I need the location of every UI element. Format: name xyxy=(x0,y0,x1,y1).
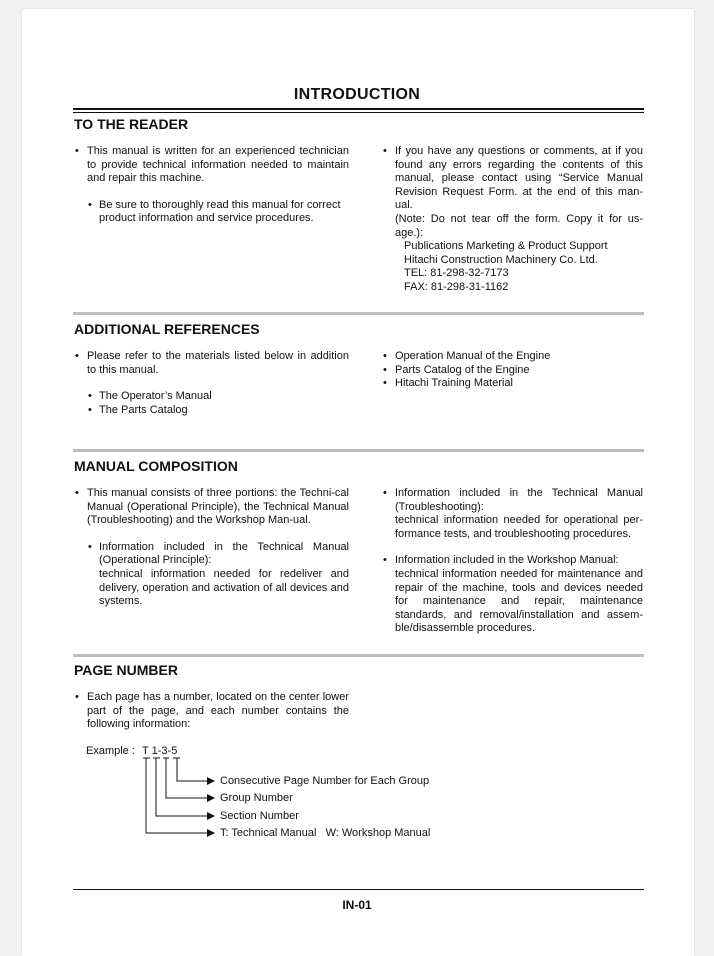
refs-list-item: • The Parts Catalog xyxy=(88,403,188,416)
composition-paragraph-1: • This manual consists of three portions: the Techni-cal Manual (Operational Principle), the Technical Manual (Troubleshooting) and the Workshop Man-ual. xyxy=(75,487,349,527)
bullet-icon: • xyxy=(383,350,387,362)
label-manual-type: T: Technical Manual W: Workshop Manual xyxy=(220,827,431,839)
arrow-consecutive-page xyxy=(177,758,214,781)
composition-paragraph-2: • Information included in the Technical Manual (Operational Principle): technical information needed for redeliver and delivery, operation and activation of all devices and systems. xyxy=(88,540,349,608)
example-label: Example : xyxy=(86,745,135,757)
arrow-section-number xyxy=(156,758,214,816)
label-group-number: Group Number xyxy=(220,792,293,804)
bullet-icon: • xyxy=(88,198,92,211)
refs-paragraph-1: • Please refer to the materials listed below in addition to this manual. xyxy=(75,350,349,376)
bullet-icon: • xyxy=(383,487,387,499)
section-heading-page-number: PAGE NUMBER xyxy=(74,662,178,678)
section-heading-to-the-reader: TO THE READER xyxy=(74,116,189,132)
example-part-section: 1 xyxy=(151,745,158,757)
example-part-page: 5 xyxy=(171,745,178,757)
reader-paragraph-2: • Be sure to thoroughly read this manual for correct product information and service procedures. xyxy=(88,198,341,225)
arrow-group-number xyxy=(166,758,214,798)
reader-note: (Note: Do not tear off the form. Copy it for us-age.): xyxy=(395,212,643,239)
bullet-icon: • xyxy=(383,554,387,567)
composition-paragraph-3: • Information included in the Technical Manual (Troubleshooting): technical information needed for operational per-formance tests, and troubleshooting procedures. xyxy=(383,487,643,540)
footer-page-id: IN-01 xyxy=(342,898,372,912)
bullet-icon: • xyxy=(383,145,387,157)
bullet-icon: • xyxy=(383,363,387,376)
example-separator: - xyxy=(157,745,162,757)
composition-paragraph-4: • Information included in the Workshop Manual: technical information needed for maintenance and repair of the machine, tools and devices needed for maintenance and repair, maintenance standards, and removal/installation and assem-ble/disassemble procedures. xyxy=(383,554,643,635)
reader-contact-paragraph: • If you have any questions or comments, at if you found any errors regarding the contents of this manual, please contact using “Service Manual Revision Request Form. at the end of this man-ual. xyxy=(383,145,643,212)
section-heading-manual-composition: MANUAL COMPOSITION xyxy=(74,458,238,474)
refs-list-item: • Parts Catalog of the Engine xyxy=(383,363,530,376)
label-consecutive-page-number: Consecutive Page Number for Each Group xyxy=(220,775,430,787)
bullet-icon: • xyxy=(383,377,387,390)
contact-line: FAX: 81-298-31-1162 xyxy=(404,280,509,293)
example-separator: - xyxy=(167,745,172,757)
bullet-icon: • xyxy=(88,540,92,553)
contact-line: TEL: 81-298-32-7173 xyxy=(404,267,509,280)
bullet-icon: • xyxy=(75,487,79,499)
bullet-icon: • xyxy=(88,403,92,416)
contact-line: Hitachi Construction Machinery Co. Ltd. xyxy=(404,253,598,266)
section-heading-additional-references: ADDITIONAL REFERENCES xyxy=(74,321,260,337)
label-section-number: Section Number xyxy=(220,810,299,822)
bullet-icon: • xyxy=(88,390,92,403)
page-title: INTRODUCTION xyxy=(293,86,421,103)
reader-paragraph-1: • This manual is written for an experienced technician to provide technical information needed to maintain and repair this machine. xyxy=(75,145,349,185)
bullet-icon: • xyxy=(75,145,79,157)
refs-list-item: • The Operator’s Manual xyxy=(88,390,212,403)
example-part-t: T xyxy=(142,745,149,757)
refs-list-item: • Operation Manual of the Engine xyxy=(383,350,551,362)
bullet-icon: • xyxy=(75,691,79,703)
contact-line: Publications Marketing & Product Support xyxy=(404,240,608,253)
bullet-icon: • xyxy=(75,350,79,362)
page-number-paragraph: • Each page has a number, located on the center lower part of the page, and each number contains the following information: xyxy=(75,691,349,731)
refs-list-item: • Hitachi Training Material xyxy=(383,377,513,390)
footer-rule xyxy=(73,889,644,890)
example-part-group: 3 xyxy=(161,745,168,757)
